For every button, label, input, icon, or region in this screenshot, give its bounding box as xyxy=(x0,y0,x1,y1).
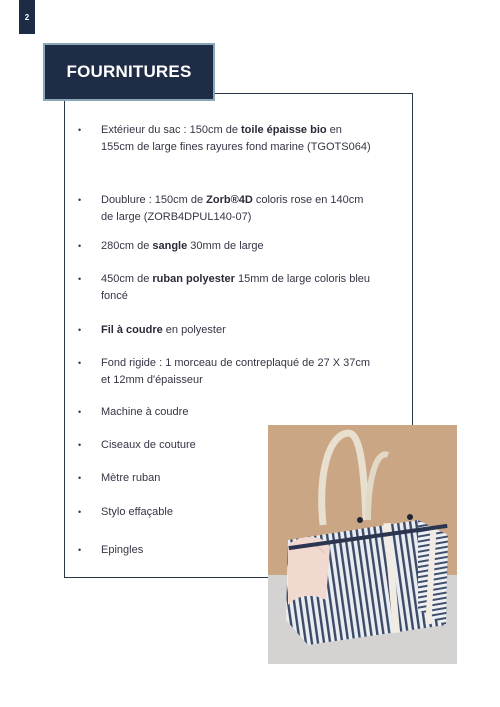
supply-item-highlight: toile épaisse bio xyxy=(241,124,327,136)
bullet-marker: • xyxy=(78,125,82,135)
supply-item-segment: Stylo effaçable xyxy=(101,506,173,518)
bag-photo xyxy=(268,425,457,664)
supply-item-segment: en polyester xyxy=(162,324,226,336)
bullet-marker: • xyxy=(78,407,82,417)
bullet-marker: • xyxy=(78,195,82,205)
supply-item-segment: Doublure : 150cm de xyxy=(101,194,207,206)
supply-item-segment: Extérieur du sac : 150cm de xyxy=(101,124,242,136)
supply-item-segment: 15mm de large coloris bleu foncé xyxy=(101,273,371,302)
supply-item-segment: 450cm de xyxy=(101,273,153,285)
supply-item-text xyxy=(101,238,376,255)
supply-item-text xyxy=(101,122,376,156)
supply-item-segment: Fond rigide : 1 morceau de contreplaqué de 27 X 37cm et 12mm d'épaisseur xyxy=(101,357,371,386)
supply-item-text xyxy=(101,404,376,421)
striped-bag-illustration xyxy=(268,425,457,664)
supply-item-segment: Ciseaux de couture xyxy=(101,439,196,451)
supply-item-text xyxy=(101,192,376,226)
supply-item-segment: 30mm de large xyxy=(187,240,264,252)
bullet-marker: • xyxy=(78,545,82,555)
bullet-marker: • xyxy=(78,507,82,517)
bullet-marker: • xyxy=(78,440,82,450)
supply-item-text xyxy=(101,355,376,389)
supply-item-text xyxy=(101,322,376,339)
supply-item-segment: en 155cm de large fines rayures fond marine (TGOTS064) xyxy=(101,124,371,153)
supply-item-segment: 280cm de xyxy=(101,240,153,252)
bullet-marker: • xyxy=(78,473,82,483)
supply-item-highlight: Zorb®4D xyxy=(206,194,253,206)
supply-item-highlight: sangle xyxy=(152,240,188,252)
supply-item-highlight: Fil à coudre xyxy=(101,324,163,336)
bullet-marker: • xyxy=(78,241,82,251)
bullet-marker: • xyxy=(78,358,82,368)
bullet-marker: • xyxy=(78,274,82,284)
supply-item-text xyxy=(101,271,376,305)
page-number: 2 xyxy=(19,0,35,34)
section-title: FOURNITURES xyxy=(43,43,215,101)
supply-item-segment: Mètre ruban xyxy=(101,472,161,484)
supply-item-highlight: ruban polyester xyxy=(152,273,235,285)
supply-item-segment: Epingles xyxy=(101,544,144,556)
bullet-marker: • xyxy=(78,325,82,335)
supply-item-segment: coloris rose en 140cm de large (ZORB4DPUL140-07) xyxy=(101,194,364,223)
supply-item-segment: Machine à coudre xyxy=(101,406,189,418)
